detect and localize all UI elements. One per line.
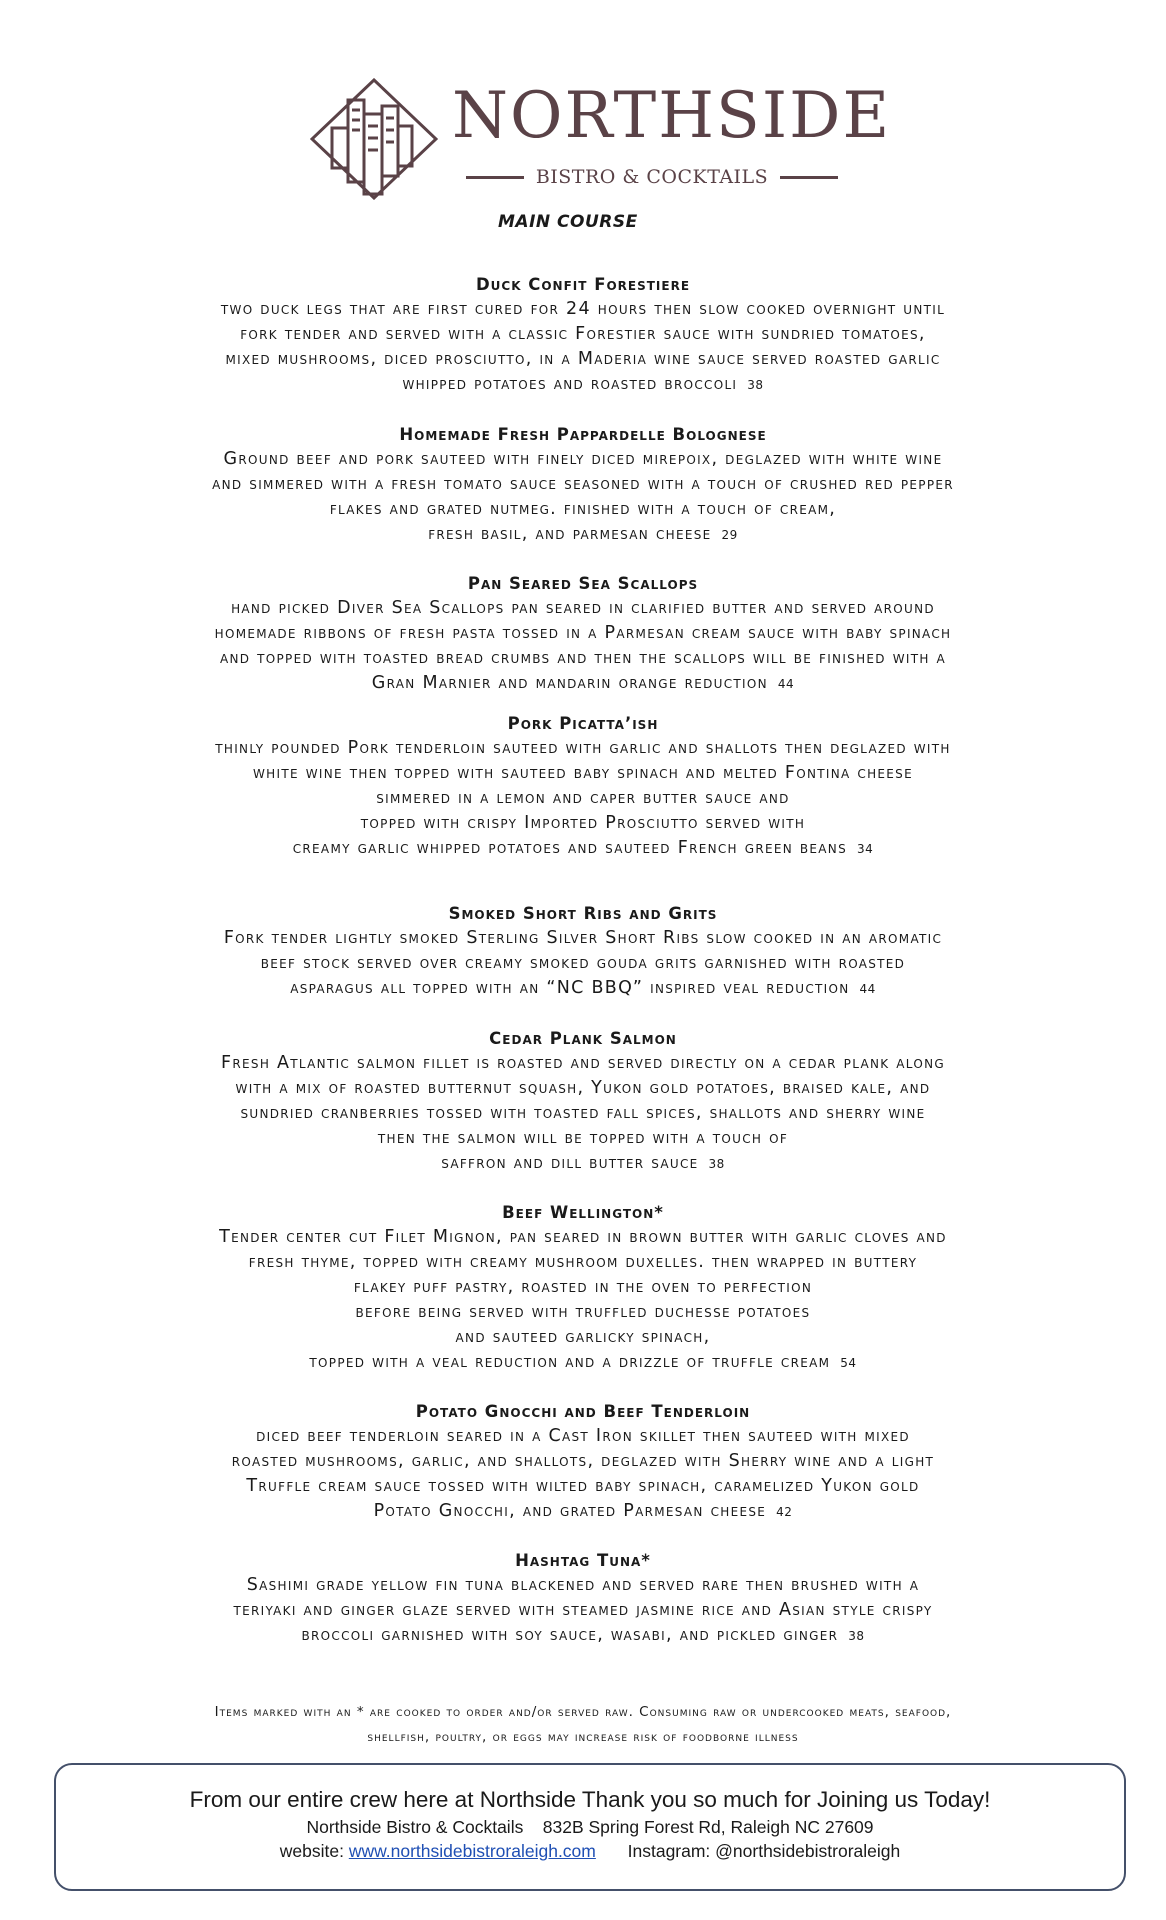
menu-item-description-text: two duck legs that are first cured for 24 hours then slow cooked overnight until fork tender and served with a classic Forestier sauce with sundried tomatoes, mixed mushrooms, diced prosciutto, in a Maderia wine sauce served roasted garlic whipped potatoes and roasted broccoli [220,299,946,394]
menu-item-title: Beef Wellington* [502,1203,664,1222]
menu-item-title: Potato Gnocchi and Beef Tenderloin [415,1402,751,1421]
menu-item-description [58,1225,1108,1376]
menu-item-description-text: thinly pounded Pork tenderloin sauteed with garlic and shallots then deglazed with white wine then topped with sauteed baby spinach and melted Fontina cheese simmered in a lemon and caper butter sauce and topped with crispy Imported Prosciutto served with creamy garlic whipped potatoes and sauteed French green beans [215,738,951,858]
menu-item-title: Duck Confit Forestiere [475,275,691,294]
divider [780,176,838,179]
menu-item [58,1549,1108,1649]
brand-name: NORTHSIDE [452,79,892,153]
menu-item-description-text: Tender center cut Filet Mignon, pan seared in brown butter with garlic cloves and fresh thyme, topped with creamy mushroom duxelles. then wrapped in buttery flakey puff pastry, roasted in the oven to perfection before being served with truffled duchesse potatoes and sauteed garlicky spinach, topped with a veal reduction and a drizzle of truffle cream [219,1227,947,1372]
footer-thanks: From our entire crew here at Northside Thank you so much for Joining us Today! [189,1787,991,1812]
menu-item-title: Pan Seared Sea Scallops [467,574,699,593]
footer-address: Northside Bistro & Cocktails 832B Spring Forest Rd, Raleigh NC 27609 [306,1817,874,1837]
logo [310,78,892,203]
menu-item-description [58,1573,1108,1649]
menu-item-description [58,926,1108,1002]
website-link[interactable]: www.northsidebistroraleigh.com [348,1841,596,1861]
menu-item-description [58,447,1108,548]
menu-item-price: 54 [840,1356,857,1370]
menu-item-description-text: diced beef tenderloin seared in a Cast Iron skillet then sauteed with mixed roasted mushrooms, garlic, and shallots, deglazed with Sherry wine and a light Truffle cream sauce tossed with wilted baby spinach, caramelized Yukon gold Potato Gnocchi, and grated Parmesan cheese [231,1426,935,1521]
menu-item-title: Cedar Plank Salmon [489,1029,677,1048]
brand-subtitle-row [466,162,838,192]
menu-item-description-text: Fork tender lightly smoked Sterling Silver Short Ribs slow cooked in an aromatic beef stock served over creamy smoked gouda grits garnished with roasted asparagus all topped with an “NC BBQ” inspired veal reduction [223,928,943,998]
menu-item-description [58,297,1108,398]
menu-item-price: 38 [747,378,764,392]
menu-item [58,712,1108,862]
section-title: MAIN COURSE [498,212,638,232]
menu-item-price: 42 [776,1505,793,1519]
menu-item [58,273,1108,398]
footer-contact [56,1839,1124,1863]
menu-item-description [58,1051,1108,1177]
menu-item [58,572,1108,697]
website-label: website: [279,1841,344,1861]
brand-subtitle: BISTRO & COCKTAILS [535,166,769,188]
menu-item-title: Pork Picatta’ish [507,714,659,733]
allergen-disclaimer: Items marked with an * are cooked to order and/or served raw. Consuming raw or undercooked meats, seafood, shellfish, poultry, or eggs may increase risk of foodborne illness [214,1704,952,1745]
menu-item-description [58,736,1108,862]
menu-item-description [58,596,1108,697]
menu-item [58,1027,1108,1177]
instagram-handle: Instagram: @northsidebistroraleigh [627,1841,901,1861]
menu-item-title: Homemade Fresh Pappardelle Bolognese [399,425,767,444]
menu-item-description-text: Sashimi grade yellow fin tuna blackened and served rare then brushed with a teriyaki and ginger glaze served with steamed jasmine rice and Asian style crispy broccoli garnished with soy sauce, wasabi, and pickled ginger [233,1575,933,1645]
footer-box [54,1763,1126,1891]
menu-item-description-text: hand picked Diver Sea Scallops pan seared in clarified butter and served around homemade ribbons of fresh pasta tossed in a Parmesan cream sauce with baby spinach and topped with toasted bread crumbs and then the scallops will be finished with a Gran Marnier and mandarin orange reduction [214,598,952,693]
menu-item-price: 29 [721,528,738,542]
menu-item-description-text: Fresh Atlantic salmon fillet is roasted and served directly on a cedar plank along with a mix of roasted butternut squash, Yukon gold potatoes, braised kale, and sundried cranberries tossed with toasted fall spices, shallots and sherry wine then the salmon will be topped with a touch of saffron and dill butter sauce [221,1053,945,1173]
menu-item-title: Smoked Short Ribs and Grits [448,904,718,923]
menu-item [58,1201,1108,1376]
menu-item-price: 44 [859,982,876,996]
menu-item-description [58,1424,1108,1525]
menu-item-price: 44 [777,677,795,691]
city-skyline-logo-icon [310,78,438,200]
menu-item [58,1400,1108,1525]
menu-item-description-text: Ground beef and pork sauteed with finely diced mirepoix, deglazed with white wine and simmered with a fresh tomato sauce seasoned with a touch of crushed red pepper flakes and grated nutmeg. finished with a touch of cream, fresh basil, and parmesan cheese [212,449,954,544]
divider [466,176,524,179]
menu-item-price: 38 [848,1629,865,1643]
menu-item-price: 38 [708,1157,725,1171]
menu-item [58,902,1108,1002]
menu-item-title: Hashtag Tuna* [515,1551,651,1570]
menu-item-price: 34 [856,842,874,856]
menu-item [58,423,1108,548]
